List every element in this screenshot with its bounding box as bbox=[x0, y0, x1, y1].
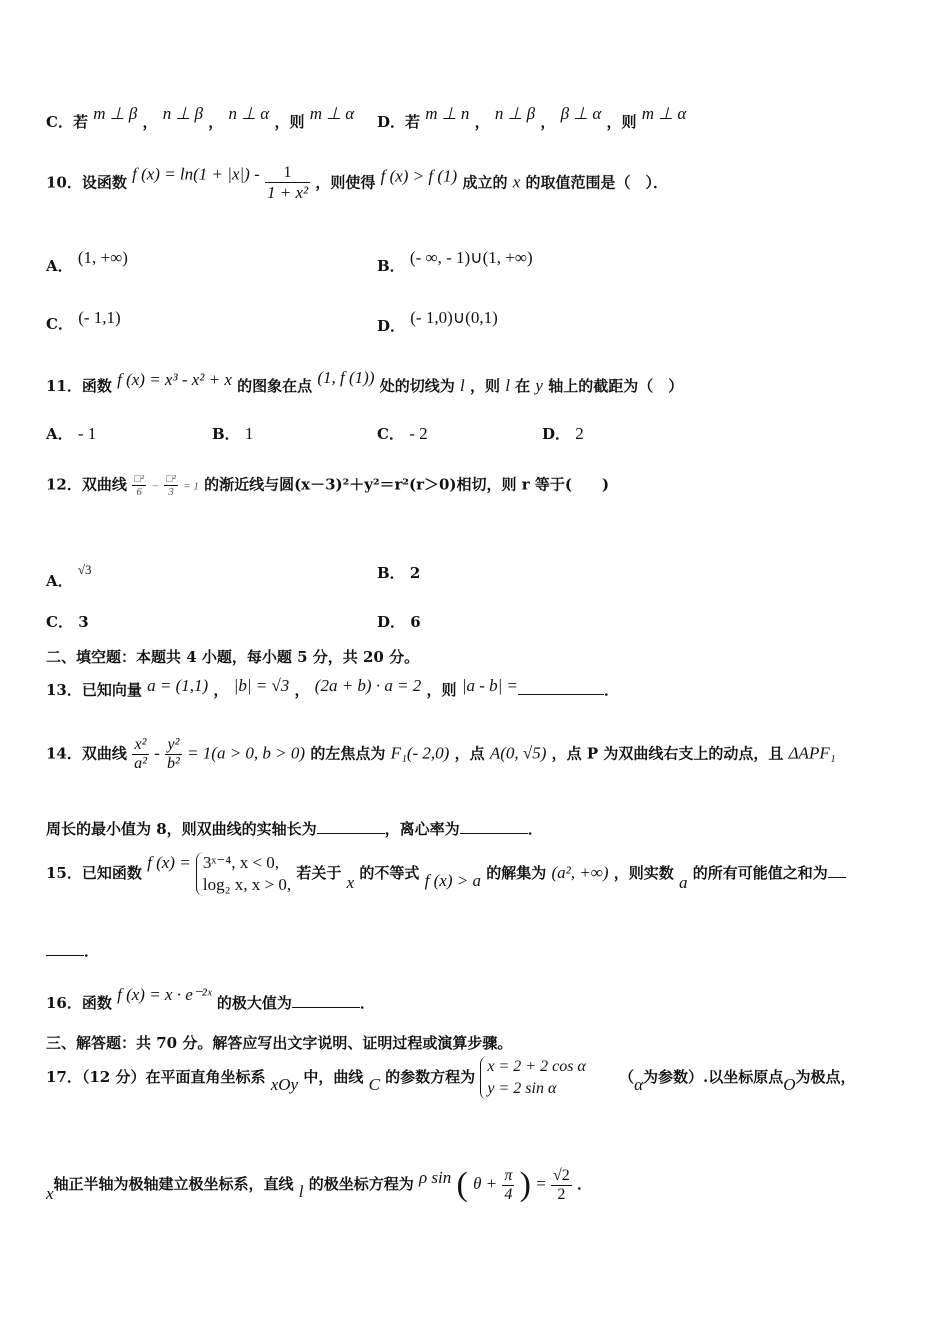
q12-rhs: = 1 bbox=[183, 480, 199, 493]
q11-a-label: A． bbox=[46, 425, 73, 443]
q11-suffix: 轴上的截距为（ ） bbox=[548, 377, 684, 395]
q15-fx: f (x) = bbox=[147, 853, 191, 872]
q9-c-label: C．若 bbox=[46, 113, 88, 131]
q17-prefix: 17．（12 分）在平面直角坐标系 bbox=[46, 1068, 266, 1086]
q12-b-value: 2 bbox=[409, 564, 421, 582]
q15-mid2: 的不等式 bbox=[359, 864, 420, 882]
q11-mid4: 在 bbox=[515, 377, 531, 395]
q17-alpha: α bbox=[634, 1075, 644, 1094]
q17-x: x bbox=[46, 1184, 54, 1203]
q17-line-l: l bbox=[298, 1182, 304, 1201]
q17-line2b: 的极坐标方程为 bbox=[308, 1175, 414, 1193]
q10-option-d bbox=[377, 308, 498, 336]
q15-end: ． bbox=[84, 942, 100, 960]
q11-prefix: 11．函数 bbox=[46, 377, 112, 395]
section-2-heading: 二、填空题：本题共 4 小题，每小题 5 分，共 20 分。 bbox=[46, 648, 420, 666]
q11-l: l bbox=[459, 376, 465, 395]
q12-option-a bbox=[46, 562, 92, 591]
comma: ， bbox=[142, 113, 158, 131]
section-3-heading: 三、解答题：共 70 分。解答应写出文字说明、证明过程或演算步骤。 bbox=[46, 1034, 513, 1052]
q14-prefix: 14．双曲线 bbox=[46, 744, 127, 763]
q11-l2: l bbox=[505, 376, 510, 395]
q17-param-eq bbox=[480, 1056, 585, 1100]
q11-option-c bbox=[377, 423, 428, 444]
q11-d-label: D． bbox=[542, 425, 571, 443]
q11-b-label: B． bbox=[212, 425, 240, 443]
q10-frac-den: 1 + x² bbox=[266, 183, 309, 202]
q17-stem bbox=[46, 1056, 856, 1100]
q10-var: x bbox=[512, 172, 521, 192]
q11-c-value: - 2 bbox=[409, 424, 428, 443]
q17-pi-over-4 bbox=[502, 1167, 514, 1204]
q17-curve-c: C bbox=[368, 1075, 380, 1094]
q10-suffix: 的取值范围是（ ）． bbox=[525, 173, 668, 192]
q17-pi: π bbox=[504, 1166, 513, 1184]
q14-end: ． bbox=[527, 820, 543, 838]
q16-prefix: 16．函数 bbox=[46, 994, 112, 1012]
q15-case1: 3ˣ⁻⁴, x < 0, bbox=[202, 853, 280, 872]
q10-c-value: (- 1,1) bbox=[78, 308, 121, 327]
comma: ， bbox=[474, 113, 490, 131]
q12-frac1-bot: 6 bbox=[136, 486, 142, 498]
q9-option-d bbox=[377, 104, 686, 132]
q15-x: x bbox=[346, 873, 355, 892]
q12-d-value: 6 bbox=[410, 613, 421, 631]
q14-blank-2[interactable] bbox=[460, 833, 528, 834]
q11-option-a bbox=[46, 423, 96, 444]
q14-mid1: 的左焦点为 bbox=[310, 744, 386, 763]
q12-a-label: A． bbox=[46, 572, 73, 590]
q17-mid1: 中，曲线 bbox=[303, 1068, 364, 1086]
q13-condition: (2a + b) · a = 2 bbox=[314, 676, 422, 695]
q12-frac1-top: □² bbox=[134, 473, 145, 485]
q14-stem: 14．双曲线 $\frac{\text{x²}}{\text{a²}}$ - $\frac{\text{y²}}{\text{b²}}$ = 1(a > 0, b > 0) 的左焦点为 F₁(- 2,0) ，点 A(0, √5) ，点 P 为双曲线右支上的动点，且 ΔAPF₁ bbox=[46, 736, 836, 772]
q15-ineq: f (x) > a bbox=[424, 871, 481, 890]
q14-y2: y² bbox=[165, 736, 182, 755]
q17-end: ． bbox=[577, 1175, 593, 1193]
q12-frac1 bbox=[132, 473, 146, 498]
q11-y: y bbox=[535, 376, 543, 395]
q9-c-cond2: n ⊥ β bbox=[162, 104, 204, 123]
q9-c-then: ，则 bbox=[274, 113, 305, 131]
q14-a2: a² bbox=[134, 755, 147, 772]
q11-a-value: - 1 bbox=[77, 424, 97, 443]
q15-mid3: 的解集为 bbox=[486, 864, 547, 882]
q14-blank-1[interactable] bbox=[317, 833, 385, 834]
q12-suffix: 的渐近线与圆(x－3)²＋y²＝r²(r＞0)相切，则 r 等于( ) bbox=[204, 475, 610, 494]
q9-d-result: m ⊥ α bbox=[641, 104, 687, 123]
q10-d-label: D． bbox=[377, 317, 406, 335]
q15-set: (a², +∞) bbox=[551, 863, 609, 882]
q17-case2: y = 2 sin α bbox=[487, 1080, 557, 1097]
q17-mid5: 为极点， bbox=[795, 1068, 856, 1086]
q16-end: ． bbox=[359, 994, 375, 1012]
q13-prefix: 13．已知向量 bbox=[46, 681, 142, 699]
q14-triangle: ΔAPF₁ bbox=[788, 743, 836, 763]
q12-stem: 12．双曲线 $\frac{\text{□²}}{6}$ − $\frac{\text{□²}}{3}$ = 1 的渐近线与圆(x－3)²＋y²＝r²(r＞0)相切，则 r 等于( ) bbox=[46, 473, 610, 498]
comma: ， bbox=[294, 681, 310, 699]
q11-point: (1, f (1)) bbox=[317, 368, 375, 387]
q17-two: 2 bbox=[557, 1185, 566, 1203]
q9-option-c-d bbox=[46, 104, 354, 132]
q17-xoy: xOy bbox=[270, 1075, 299, 1094]
q13-vector-b: |b| = √3 bbox=[233, 676, 290, 695]
comma: ， bbox=[208, 113, 224, 131]
q15-case2: log₂ x, x > 0, bbox=[202, 875, 292, 894]
q9-c-cond3: n ⊥ α bbox=[228, 104, 270, 123]
q10-mid2: 成立的 bbox=[462, 173, 508, 192]
q12-prefix: 12．双曲线 bbox=[46, 475, 127, 494]
q10-inequality: f (x) > f (1) bbox=[380, 166, 458, 186]
q10-option-c bbox=[46, 308, 121, 334]
q12-d-label: D． bbox=[377, 613, 406, 631]
q12-frac2-top: □² bbox=[165, 473, 176, 485]
q11-mid3: ，则 bbox=[469, 377, 500, 395]
q17-four: 4 bbox=[504, 1185, 513, 1203]
q14-x2: x² bbox=[132, 736, 149, 755]
q15-blank-b[interactable] bbox=[46, 955, 84, 956]
q9-d-cond2: n ⊥ β bbox=[494, 104, 536, 123]
q9-d-then: ，则 bbox=[606, 113, 637, 131]
q17-mid3: （ bbox=[619, 1068, 635, 1086]
q16-function: f (x) = x · e⁻²ˣ bbox=[117, 985, 212, 1004]
q12-a-value: √3 bbox=[77, 562, 92, 577]
q13-end: ． bbox=[604, 681, 620, 699]
q13-answer-expr: |a - b| = bbox=[461, 676, 519, 695]
q13-stem bbox=[46, 676, 619, 700]
q12-c-label: C． bbox=[46, 613, 73, 631]
q10-option-a bbox=[46, 248, 128, 276]
q13-then: ，则 bbox=[426, 681, 457, 699]
q10-d-value: (- 1,0)∪(0,1) bbox=[410, 308, 498, 327]
q11-d-value: 2 bbox=[575, 424, 584, 443]
q12-option-c bbox=[46, 611, 89, 632]
q11-function: f (x) = x³ - x² + x bbox=[117, 370, 232, 389]
q9-c-cond1: m ⊥ β bbox=[93, 104, 138, 123]
q15-blank-a[interactable] bbox=[828, 877, 846, 878]
q10-a-value: (1, +∞) bbox=[77, 248, 128, 267]
comma: ， bbox=[213, 681, 229, 699]
q17-sqrt2-over-2 bbox=[551, 1167, 572, 1204]
q15-line2 bbox=[46, 940, 99, 961]
q9-d-cond3: β ⊥ α bbox=[560, 104, 602, 123]
q12-c-value: 3 bbox=[78, 613, 89, 631]
q15-stem bbox=[46, 852, 846, 896]
q15-a: a bbox=[678, 873, 688, 892]
comma: ， bbox=[540, 113, 556, 131]
q10-c-label: C． bbox=[46, 315, 73, 333]
q10-frac-num: 1 bbox=[265, 164, 310, 183]
q17-origin: O bbox=[783, 1075, 796, 1094]
q11-mid1: 的图象在点 bbox=[237, 377, 313, 395]
q15-piecewise bbox=[196, 852, 291, 896]
q16-blank[interactable] bbox=[292, 1007, 360, 1008]
q15-mid4: ，则实数 bbox=[613, 864, 674, 882]
q10-b-value: (- ∞, - 1)∪(1, +∞) bbox=[409, 248, 533, 267]
q12-option-d bbox=[377, 611, 421, 632]
q16-stem bbox=[46, 985, 375, 1013]
q11-b-value: 1 bbox=[244, 424, 254, 443]
q10-option-b bbox=[377, 248, 533, 276]
q14-line2b: ，离心率为 bbox=[384, 820, 460, 838]
q12-option-b bbox=[377, 562, 420, 583]
q17-line2a: 轴正半轴为极轴建立极坐标系，直线 bbox=[53, 1175, 294, 1193]
q10-fraction bbox=[265, 164, 310, 203]
q14-frac-y bbox=[165, 736, 182, 773]
q12-frac2 bbox=[164, 473, 178, 498]
q11-mid2: 处的切线为 bbox=[379, 377, 455, 395]
q17-mid2: 的参数方程为 bbox=[385, 1068, 476, 1086]
q17-case1: x = 2 + 2 cos α bbox=[487, 1058, 586, 1075]
q14-line2 bbox=[46, 818, 543, 839]
q17-polar-lhs: ρ sin bbox=[419, 1168, 452, 1187]
q10-stem bbox=[46, 164, 668, 203]
q17-sqrt2: √2 bbox=[553, 1166, 570, 1184]
q11-stem bbox=[46, 368, 683, 396]
q15-prefix: 15．已知函数 bbox=[46, 864, 142, 882]
q13-vector-a: a = (1,1) bbox=[147, 676, 209, 695]
q10-mid: ，则使得 bbox=[315, 173, 376, 192]
q10-prefix: 10．设函数 bbox=[46, 173, 127, 192]
q12-b-label: B． bbox=[377, 564, 405, 582]
q16-suffix: 的极大值为 bbox=[216, 994, 292, 1012]
q13-answer-blank[interactable] bbox=[518, 694, 604, 695]
q11-c-label: C． bbox=[377, 425, 404, 443]
q17-theta: θ + bbox=[473, 1174, 498, 1193]
q14-b2: b² bbox=[167, 755, 180, 772]
q9-c-result: m ⊥ α bbox=[309, 104, 355, 123]
q15-mid1: 若关于 bbox=[296, 864, 342, 882]
q17-mid4: 为参数）.以坐标原点 bbox=[643, 1068, 784, 1086]
q17-eq: = bbox=[536, 1174, 546, 1193]
q14-mid2: ，点 bbox=[454, 744, 485, 763]
q17-line2: x轴正半轴为极轴建立极坐标系，直线 l 的极坐标方程为 ρ sin ( θ + $\frac{\pi}{4}$ ) = $\frac{√2}{2}$ ． bbox=[46, 1166, 593, 1203]
q9-d-cond1: m ⊥ n bbox=[425, 104, 470, 123]
q14-line2a: 周长的最小值为 8，则双曲线的实轴长为 bbox=[46, 820, 317, 838]
q10-function: f (x) = ln(1 + |x|) - bbox=[132, 164, 260, 184]
q14-point-a: A(0, √5) bbox=[489, 743, 547, 763]
q10-b-label: B． bbox=[377, 257, 405, 275]
q11-option-b bbox=[212, 423, 253, 444]
q10-a-label: A． bbox=[46, 257, 73, 275]
q11-option-d bbox=[542, 423, 584, 444]
q15-suffix: 的所有可能值之和为 bbox=[692, 864, 828, 882]
q9-d-label: D．若 bbox=[377, 113, 421, 131]
q14-mid3: ，点 P 为双曲线右支上的动点，且 bbox=[551, 744, 784, 763]
q14-frac-x bbox=[132, 736, 149, 773]
q14-rhs: = 1(a > 0, b > 0) bbox=[187, 743, 306, 763]
q14-focus: F₁(- 2,0) bbox=[390, 743, 450, 763]
q12-frac2-bot: 3 bbox=[168, 486, 174, 498]
